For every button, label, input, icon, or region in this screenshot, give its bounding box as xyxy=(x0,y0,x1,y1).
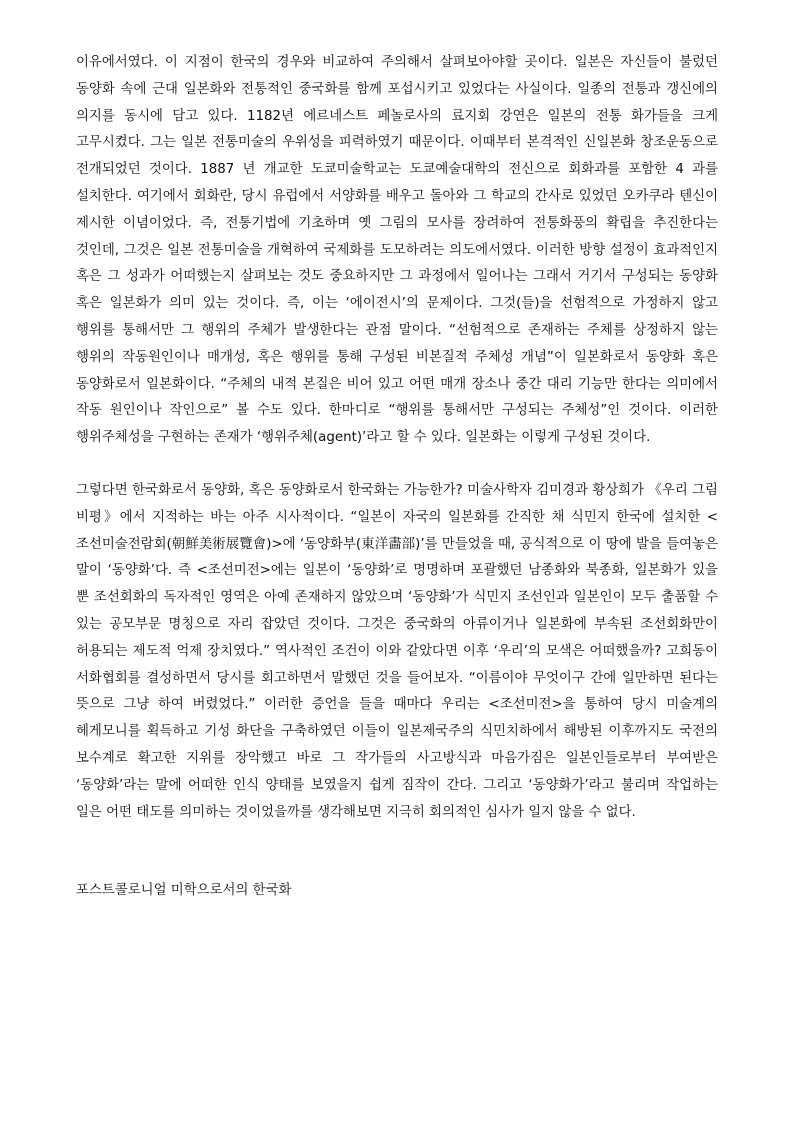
body-paragraph-2: 그렇다면 한국화로서 동양화, 혹은 동양화로서 한국화는 가능한가? 미술사학자 김미경과 황상희가 《우리 그림 비평》에서 지적하는 바는 아주 시사적이다. “일본이 자국의 일본화를 간직한 채 식민지 한국에 설치한 <조선미술전람회(朝鮮美術展覽會)>에 ‘동양화부(東洋畵部)’를 만들었을 때, 공식적으로 이 땅에 발을 들여놓은 말이 ‘동양화’다. 즉 <조선미전>에는 일본이 ‘동양화’로 명명하며 포괄했던 남종화와 북종화, 일본화가 있을 뿐 조선회화의 독자적인 영역은 아예 존재하지 않았으며 ‘동양화’가 식민지 조선인과 일본인이 모두 출품할 수 있는 공모부문 명칭으로 자리 잡았던 것이다. 그것은 중국화의 아류이거나 일본화에 부속된 조선회화만이 허용되는 제도적 억제 장치였다.” 역사적인 조건이 이와 같았다면 이후 ‘우리’의 모색은 어떠했을까? 고희동이 서화협회를 결성하면서 당시를 회고하면서 말했던 것을 들어보자. “이름이야 무엇이구 간에 일만하면 된다는 뜻으로 그냥 하여 버렸었다.” 이러한 증언을 들을 때마다 우리는 <조선미전>을 통하여 당시 미술계의 헤게모니를 획득하고 기성 화단을 구축하였던 이들이 일본제국주의 식민치하에서 해방된 이후까지도 국전의 보수계로 확고한 지위를 장악했고 바로 그 작가들의 사고방식과 마음가짐은 일본인들로부터 부여받은 ‘동양화’라는 말에 어떠한 인식 양태를 보였을지 쉽게 짐작이 간다. 그리고 ‘동양화가’라고 불리며 작업하는 일은 어떤 태도를 의미하는 것이었을까를 생각해보면 지극히 회의적인 심사가 일지 않을 수 없다. xyxy=(76,482,718,820)
body-paragraph-1: 이유에서였다. 이 지점이 한국의 경우와 비교하여 주의해서 살펴보아야할 곳이다. 일본은 자신들이 불렀던 동양화 속에 근대 일본화와 전통적인 중국화를 함께 포섭시키고 있었다는 사실이다. 일종의 전통과 갱신에의 의지를 동시에 담고 있다. 1182년 에르네스트 페놀로사의 료지회 강연은 일본의 전통 화가들을 크게 고무시켰다. 그는 일본 전통미술의 우위성을 피력하였기 때문이다. 이때부터 본격적인 신일본화 창조운동으로 전개되었던 것이다. 1887 년 개교한 도쿄미술학교는 도쿄예술대학의 전신으로 회화과를 포함한 4 과를 설치한다. 여기에서 회화란, 당시 유럽에서 서양화를 배우고 돌아와 그 학교의 간사로 있었던 오카쿠라 텐신이 제시한 이념이었다. 즉, 전통기법에 기초하며 옛 그림의 모사를 장려하여 전통화풍의 확립을 추진한다는 것인데, 그것은 일본 전통미술을 개혁하여 국제화를 도모하려는 의도에서였다. 이러한 방향 설정이 효과적인지 혹은 그 성과가 어떠했는지 살펴보는 것도 중요하지만 그 과정에서 일어나는 그래서 거기서 구성되는 동양화 혹은 일본화가 의미 있는 것이다. 즉, 이는 ‘에이전시’의 문제이다. 그것(들)을 선험적으로 가정하지 않고 행위를 통해서만 그 행위의 주체가 발생한다는 관점 말이다. “선험적으로 존재하는 주체를 상정하지 않는 행위의 작동원인이나 매개성, 혹은 행위를 통해 구성된 비본질적 주체성 개념”이 일본화로서 동양화 혹은 동양화로서 일본화이다. “주체의 내적 본질은 비어 있고 어떤 매개 장소나 중간 대리 기능만 한다는 의미에서 작동 원인이나 작인으로” 볼 수도 있다. 한마디로 “행위를 통해서만 구성되는 주체성”인 것이다. 이러한 행위주체성을 구현하는 존재가 ‘행위주체(agent)’라고 할 수 있다. 일본화는 이렇게 구성된 것이다. xyxy=(76,55,718,446)
section-heading: 포스트콜로니얼 미학으로서의 한국화 xyxy=(76,883,292,899)
document-page xyxy=(76,50,718,905)
